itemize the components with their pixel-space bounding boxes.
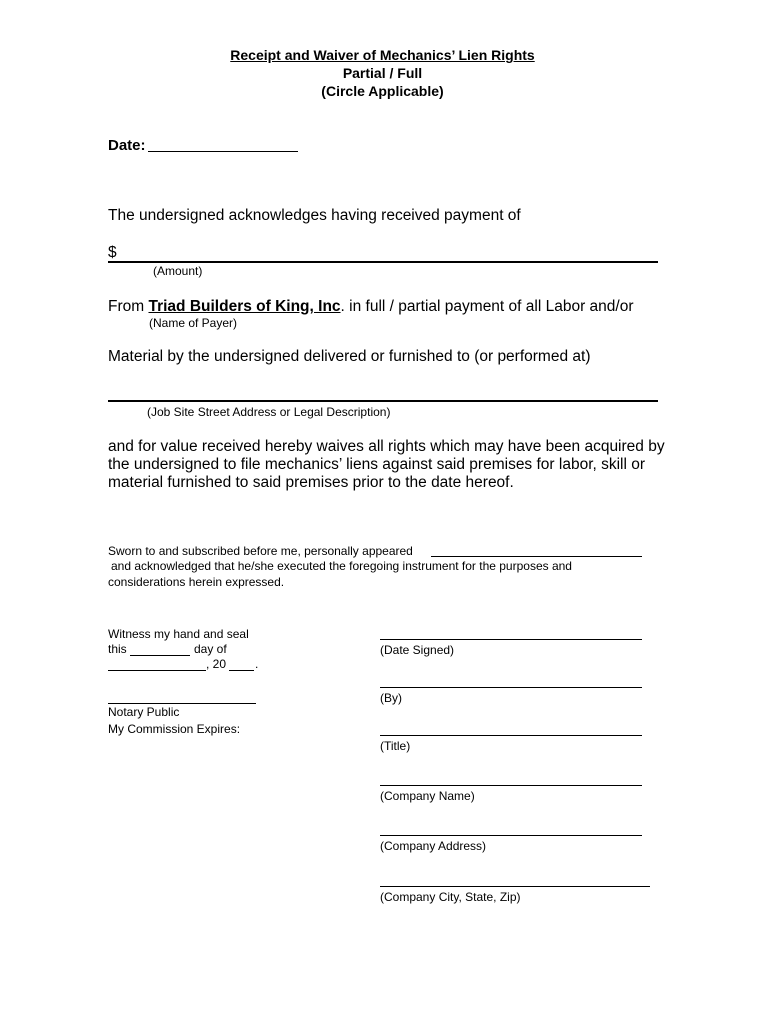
title-line[interactable] xyxy=(380,735,642,736)
waiver-line-1: and for value received hereby waives all rights which may have been acquired by xyxy=(108,438,665,455)
dollar-sign: $ xyxy=(108,244,117,261)
company-city-caption: (Company City, State, Zip) xyxy=(380,890,521,904)
amount-caption: (Amount) xyxy=(153,264,203,278)
sworn-line-2: and acknowledged that he/she executed the foregoing instrument for the purposes and xyxy=(111,559,572,573)
witness-this-label: this xyxy=(108,642,127,656)
witness-year-prefix: , 20 xyxy=(206,657,227,671)
payer-line xyxy=(108,298,634,316)
document-instruction: (Circle Applicable) xyxy=(321,83,444,99)
document-subtitle: Partial / Full xyxy=(342,65,423,81)
material-text: Material by the undersigned delivered or furnished to (or performed at) xyxy=(108,348,591,365)
by-caption: (By) xyxy=(380,691,402,705)
company-address-line[interactable] xyxy=(380,835,642,836)
date-signed-line[interactable] xyxy=(380,639,642,640)
date-label: Date: xyxy=(108,137,146,154)
witness-day-of: day of xyxy=(194,642,227,656)
acknowledgement-text: The undersigned acknowledges having received payment of xyxy=(108,207,521,224)
appeared-field-line[interactable] xyxy=(431,556,642,557)
sworn-line-3: considerations herein expressed. xyxy=(108,575,285,589)
notary-label: Notary Public xyxy=(108,705,180,719)
witness-year-suffix: . xyxy=(255,657,259,671)
by-line[interactable] xyxy=(380,687,642,688)
payer-suffix: . in full / partial payment of all Labor and/or xyxy=(340,298,634,315)
payer-name: Triad Builders of King, Inc xyxy=(148,298,341,315)
document-title: Receipt and Waiver of Mechanics’ Lien Rights xyxy=(230,47,535,63)
company-name-caption: (Company Name) xyxy=(380,789,475,803)
notary-signature-line[interactable] xyxy=(108,703,256,704)
date-field-line[interactable] xyxy=(148,151,298,152)
waiver-line-3: material furnished to said premises prior to the date hereof. xyxy=(108,474,514,491)
waiver-line-2: the undersigned to file mechanics’ liens against said premises for labor, skill or xyxy=(108,456,646,473)
amount-field-line[interactable] xyxy=(108,261,658,263)
commission-expires-label: My Commission Expires: xyxy=(108,722,241,736)
day-field-line[interactable] xyxy=(130,655,190,656)
title-caption: (Title) xyxy=(380,739,411,753)
company-name-line[interactable] xyxy=(380,785,642,786)
witness-line: Witness my hand and seal xyxy=(108,627,249,641)
job-site-field-line[interactable] xyxy=(108,400,658,402)
job-site-caption: (Job Site Street Address or Legal Description) xyxy=(147,405,391,419)
company-city-line[interactable] xyxy=(380,886,650,887)
sworn-line-1: Sworn to and subscribed before me, personally appeared xyxy=(108,544,413,558)
year-field-line[interactable] xyxy=(229,670,254,671)
month-field-line[interactable] xyxy=(108,670,206,671)
payer-caption: (Name of Payer) xyxy=(149,316,238,330)
company-address-caption: (Company Address) xyxy=(380,839,487,853)
date-signed-caption: (Date Signed) xyxy=(380,643,455,657)
payer-prefix: From xyxy=(108,298,145,315)
